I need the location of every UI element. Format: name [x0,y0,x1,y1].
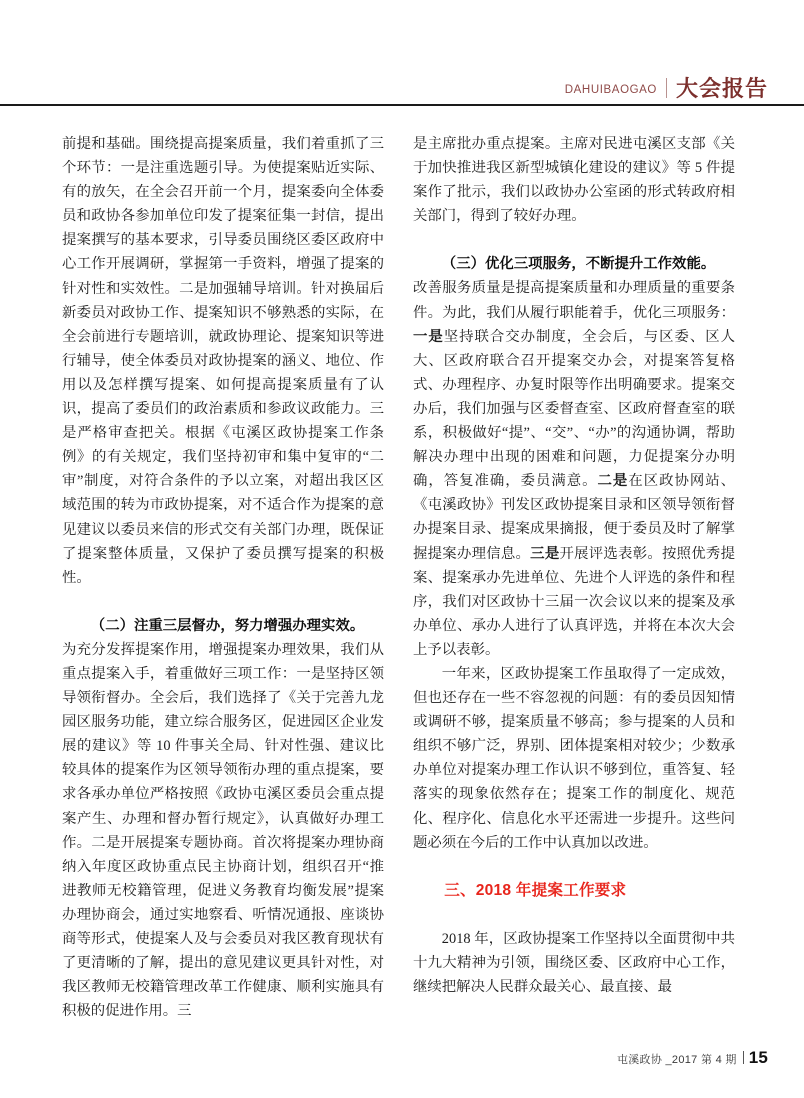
right-paragraph-3: 一年来，区政协提案工作虽取得了一定成效，但也还存在一些不容忽视的问题：有的委员因知情或调研不够，提案质量不够高；参与提案的人员和组织不够广泛，界别、团体提案相对较少；少数承办单位对提案办理工作认识不够到位，重答复、轻落实的现象依然存在；提案工作的制度化、规范化、程序化、信息化水平还需进一步提升。这些问题必须在今后的工作中认真加以改进。 [413,665,735,851]
left-column [62,132,384,1023]
header-rule [0,104,804,106]
paragraph-spacer [62,590,384,614]
right-paragraph-2-part-c: 在区政协网站、《屯溪政协》刊发区政协提案目录和区领导领衔督办提案目录、提案成果摘报，便于委员及时了解掌握提案办理信息。 [413,473,735,562]
subheading-three: （三）优化三项服务，不断提升工作效能。 [441,256,716,273]
right-paragraph-2 [413,276,735,662]
left-paragraph-2: 为充分发挥提案作用，增强提案办理效果，我们从重点提案入手，着重做好三项工作：一是坚持区领导领衔督办。全会后，我们选择了《关于完善九龙园区服务功能，建立综合服务区，促进园区企业发展的建议》等 10 件事关全局、针对性强、建议比较具体的提案作为区领导领衔办理的重点提案，要求各承办单位严格按照《政协屯溪区委员会重点提案产生、办理和督办暂行规定》，认真做好办理工作。二是开展提案专题协商。首次将提案办理协商纳入年度区政协重点民主协商计划，组织召开“推进教师无校籍管理，促进义务教育均衡发展”提案办理协商会，通过实地察看、听情况通报、座谈协商等形式，使提案人及与会委员对我区教育现状有了更清晰的了解，提出的意见建议更具针对性，对我区教师无校籍管理改革工作健康、顺利实施具有积极的促进作用。三 [62,641,384,1020]
right-paragraph-2-lead: 改善服务质量是提高提案质量和办理质量的重要条件。为此，我们从履行职能着手，优化三项服务： [413,280,735,321]
running-head [0,60,804,100]
right-column [413,132,735,1023]
running-head-pinyin: DAHUIBAOGAO [564,84,657,96]
after-heading-spacer [413,903,735,927]
running-head-title: 大会报告 [675,76,768,101]
section-heading-spacer [413,855,735,879]
right-paragraph-1: 是主席批办重点提案。主席对民进屯溪区支部《关于加快推进我区新型城镇化建设的建议》等 5 件提案作了批示，我们以政协办公室函的形式转政府相关部门，得到了较好办理。 [413,136,735,225]
inline-bold-second: 二是 [597,473,629,490]
right-paragraph-2-part-d: 开展评选表彰。按照优秀提案、提案承办先进单位、先进个人评选的条件和程序，我们对区政协十三届一次会议以来的提案及承办单位、承办人进行了认真评选，并将在本次大会上予以表彰。 [413,545,735,658]
right-paragraph-2-part-b: 坚持联合交办制度，全会后，与区委、区人大、区政府联合召开提案交办会，对提案答复格式、办理程序、办复时限等作出明确要求。提案交办后，我们加强与区委督查室、区政府督查室的联系，积极做好“提”、“交”、“办”的沟通协调，帮助解决办理中出现的困难和问题，力促提案分办明确，答复准确，委员满意。 [413,328,735,490]
body-columns [62,132,742,1023]
page-number: 15 [748,1048,768,1067]
inline-bold-first: 一是 [413,328,444,345]
right-paragraph-4: 2018 年，区政协提案工作坚持以全面贯彻中共十九大精神为引领，围绕区委、区政府中心工作，继续把解决人民群众最关心、最直接、最 [413,930,735,995]
footer-issue-label: 屯溪政协 _2017 第 4 期 [616,1054,737,1066]
running-head-divider [666,78,667,98]
inline-bold-third: 三是 [530,545,560,562]
paragraph-spacer [413,228,735,252]
subheading-two: （二）注重三层督办，努力增强办理实效。 [90,617,365,634]
page-footer [617,1048,768,1068]
footer-divider [743,1051,744,1064]
section-heading-2018: 三、2018 年提案工作要求 [444,881,627,899]
left-paragraph-1: 前提和基础。围绕提高提案质量，我们着重抓了三个环节：一是注重选题引导。为使提案贴近实际、有的放矢，在全会召开前一个月，提案委向全体委员和政协各参加单位印发了提案征集一封信，提出提案撰写的基本要求，引导委员围绕区委区政府中心工作开展调研，掌握第一手资料，增强了提案的针对性和实效性。二是加强辅导培训。针对换届后新委员对政协工作、提案知识不够熟悉的实际，在全会前进行专题培训，就政协理论、提案知识等进行辅导，使全体委员对政协提案的涵义、地位、作用以及怎样撰写提案、如何提高提案质量有了认识，提高了委员们的政治素质和参政议政能力。三是严格审查把关。根据《屯溪区政协提案工作条例》的有关规定，我们坚持初审和集中复审的“二审”制度，对符合条件的予以立案，对超出我区区域范围的转为市政协提案，对不适合作为提案的意见建议以委员来信的形式交有关部门办理，既保证了提案整体质量，又保护了委员撰写提案的积极性。 [62,136,384,586]
